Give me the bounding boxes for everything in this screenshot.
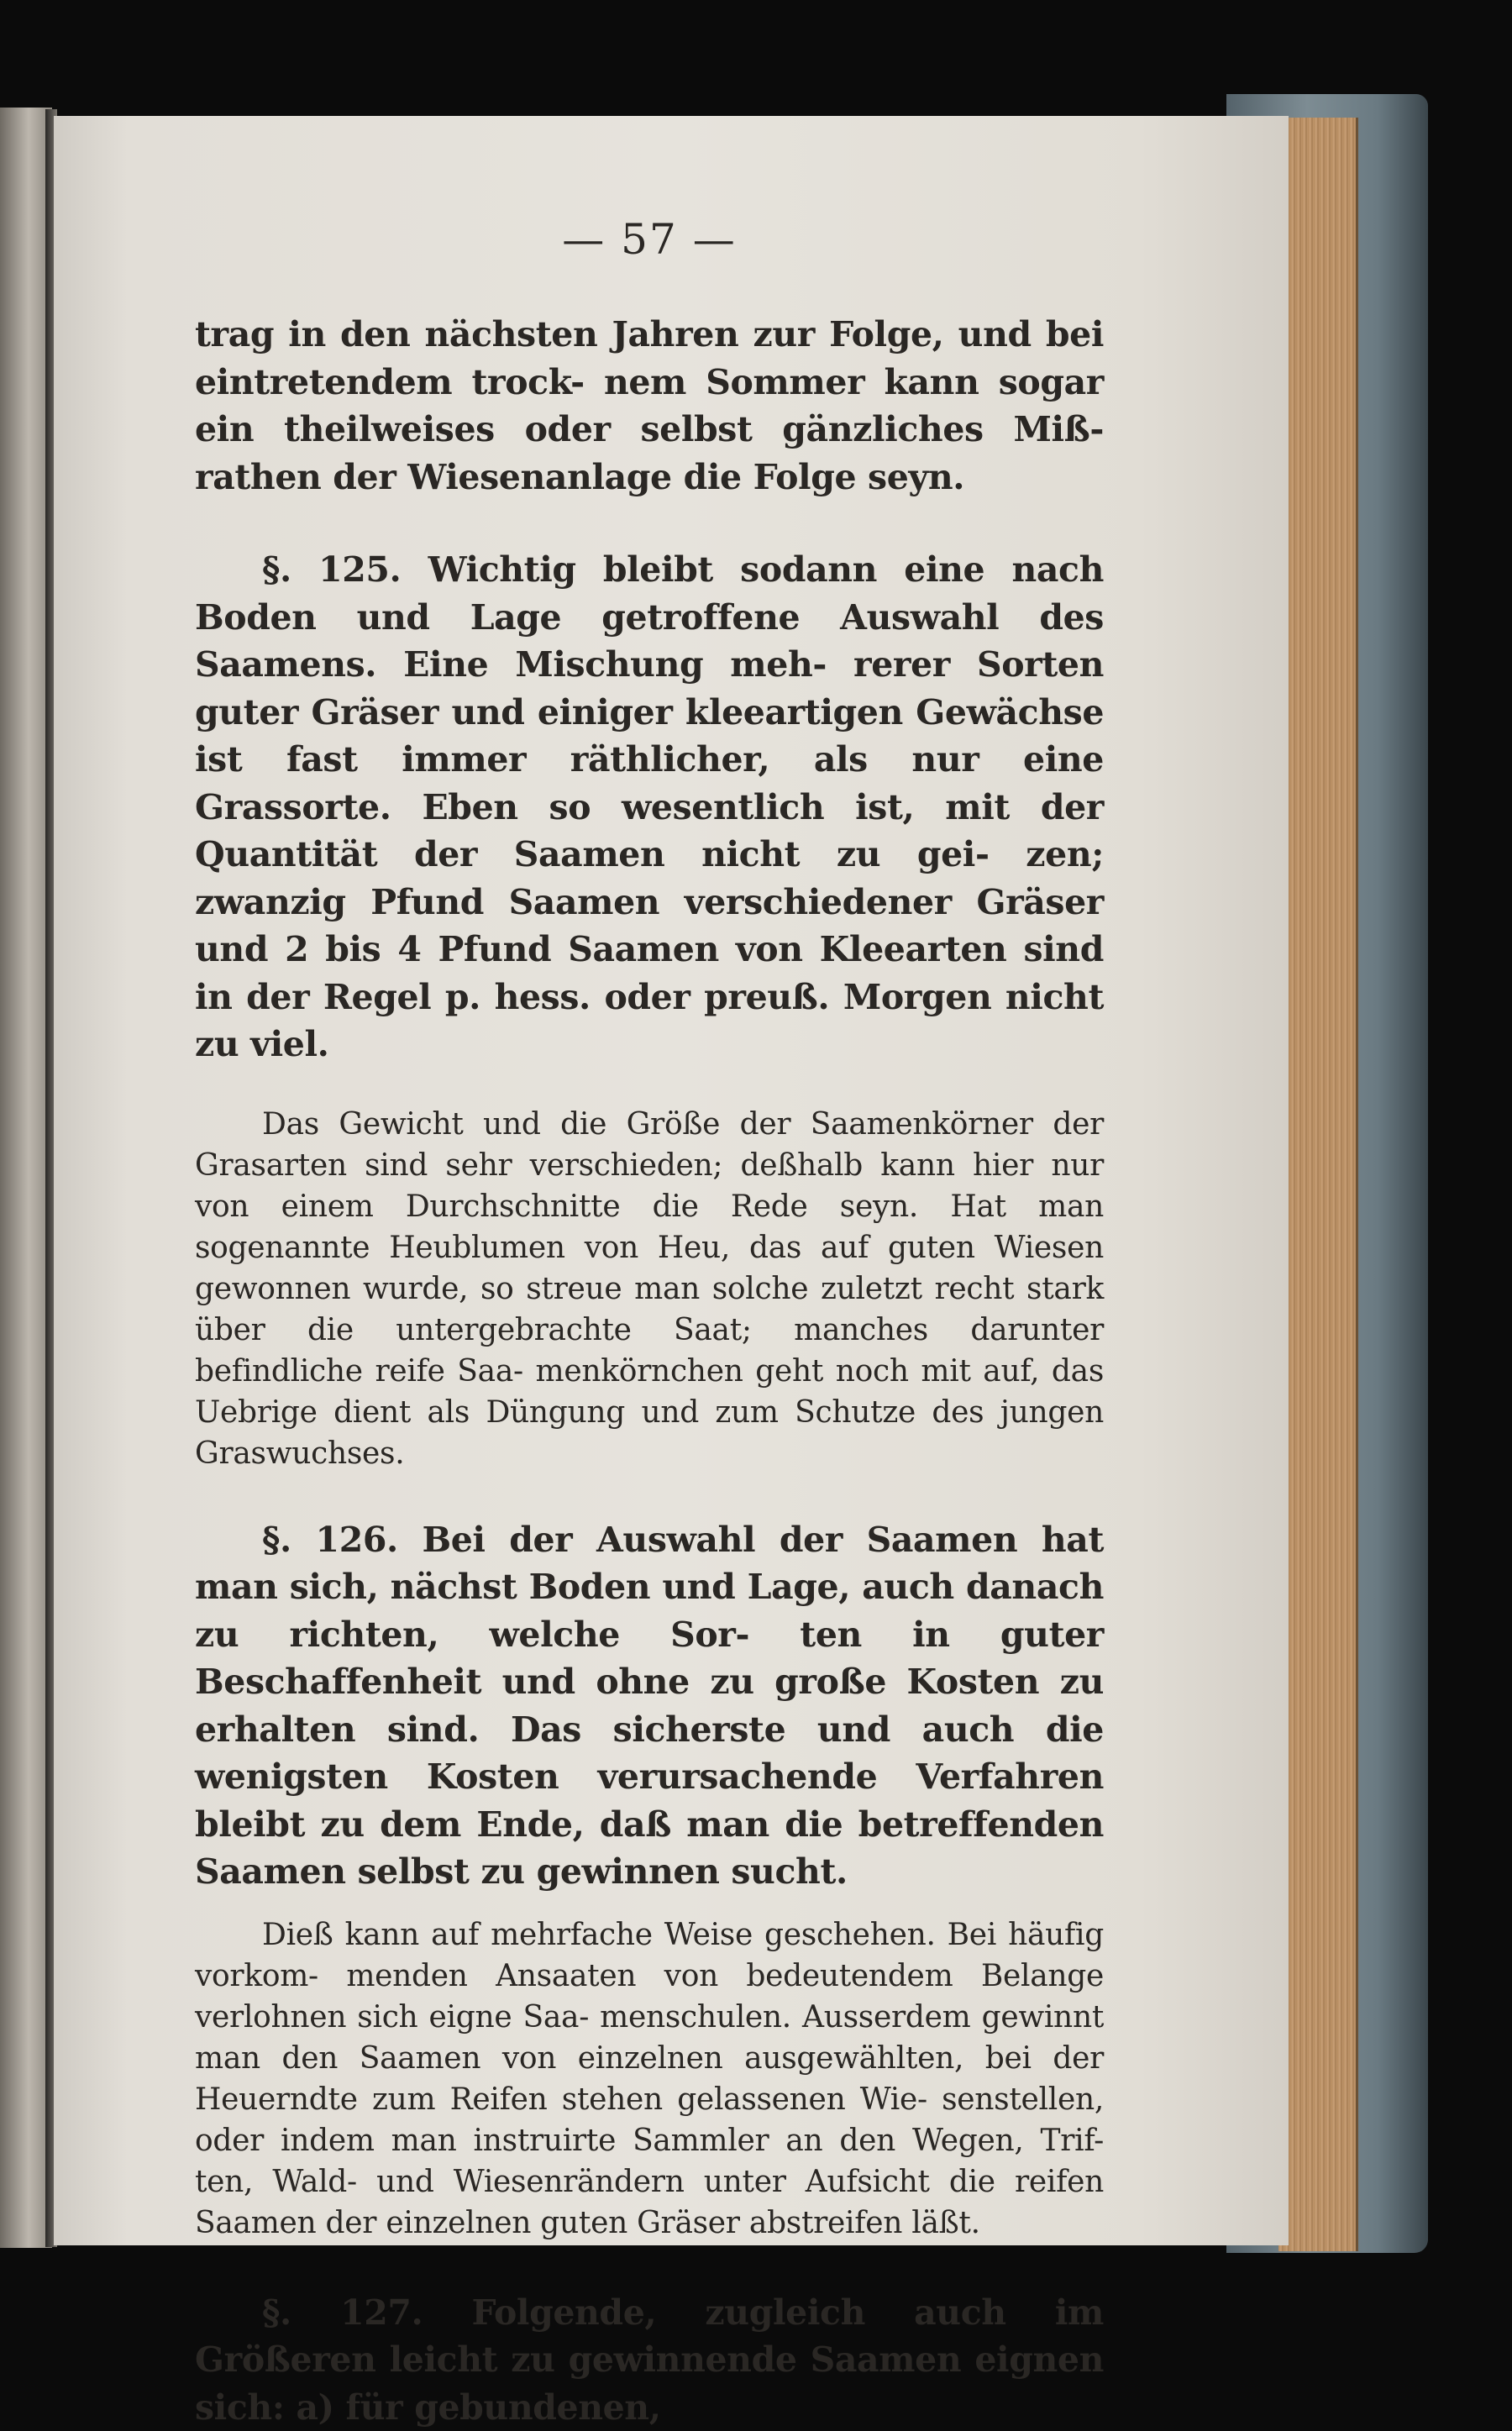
- section-126: §. 126. Bei der Auswahl der Saamen hat man sich, nächst Boden und Lage, auch danach zu richten, welche Sor- ten in guter Beschaffenheit und ohne zu große Kosten zu erhalten sind. Das sicherste und auch die wenigsten Kosten verursachende Verfahren bleibt zu dem Ende, daß man die betreffenden Saamen selbst zu gewinnen sucht.: [195, 1516, 1104, 1896]
- section-127: §. 127. Folgende, zugleich auch im Größeren leicht zu gewinnende Saamen eignen sich: a) für gebundenen,: [195, 2289, 1104, 2431]
- section-125: §. 125. Wichtig bleibt sodann eine nach Boden und Lage getroffene Auswahl des Saamens. Eine Mischung meh- rerer Sorten guter Gräser und einiger kleeartigen Gewächse ist fast immer räthlicher, als nur eine Grassorte. Eben so wesentlich ist, mit der Quantität der Saamen nicht zu gei- zen; zwanzig Pfund Saamen verschiedener Gräser und 2 bis 4 Pfund Saamen von Kleearten sind in der Regel p. hess. oder preuß. Morgen nicht zu viel.: [195, 546, 1104, 1068]
- page-content: [195, 215, 1104, 2431]
- page-number-header: — 57 —: [195, 215, 1104, 264]
- note-126: Dieß kann auf mehrfache Weise geschehen. Bei häufig vorkom- menden Ansaaten von bedeutendem Belange verlohnen sich eigne Saa- menschulen. Ausserdem gewinnt man den Saamen von einzelnen ausgewählten, bei der Heuerndte zum Reifen stehen gelassenen Wie- senstellen, oder indem man instruirte Sammler an den Wegen, Trif- ten, Wald- und Wiesenrändern unter Aufsicht die reifen Saamen der einzelnen guten Gräser abstreifen läßt.: [195, 1914, 1104, 2244]
- page-block-edge: [1278, 118, 1358, 2251]
- facing-page-edge: [0, 108, 52, 2248]
- paragraph-continuation: trag in den nächsten Jahren zur Folge, und bei eintretendem trock- nem Sommer kann sogar ein theilweises oder selbst gänzliches Miß- rathen der Wiesenanlage die Folge seyn.: [195, 311, 1104, 501]
- note-125: Das Gewicht und die Größe der Saamenkörner der Grasarten sind sehr verschieden; deßhalb kann hier nur von einem Durchschnitte die Rede seyn. Hat man sogenannte Heublumen von Heu, das auf guten Wiesen gewonnen wurde, so streue man solche zuletzt recht stark über die untergebrachte Saat; manches darunter befindliche reife Saa- menkörnchen geht noch mit auf, das Uebrige dient als Düngung und zum Schutze des jungen Graswuchses.: [195, 1104, 1104, 1474]
